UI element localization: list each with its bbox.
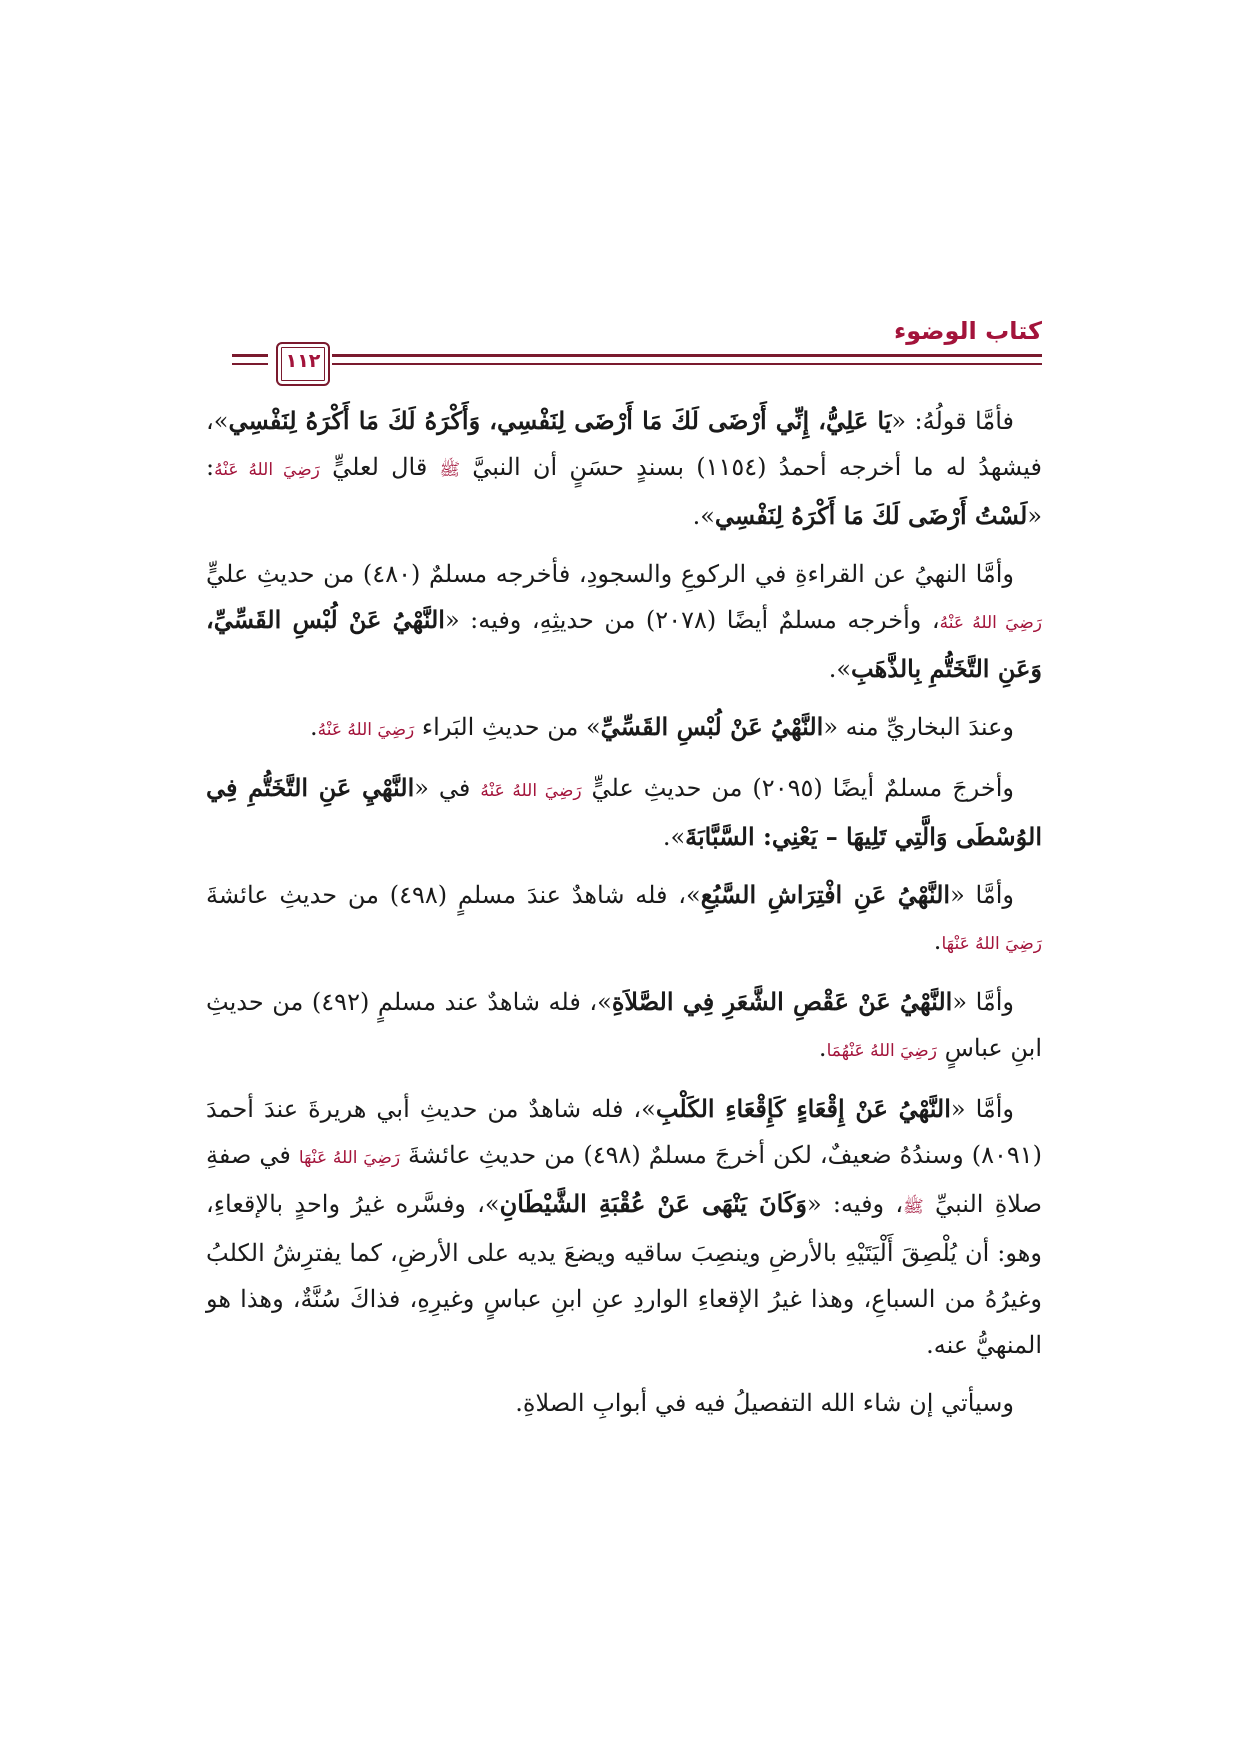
honorific-glyph: رَضِيَ اللهُ عَنْهَا [298, 1148, 401, 1168]
text-segment: فأمَّا قولُهُ: « [891, 407, 1014, 435]
text-segment: وأخرجَ مسلمٌ أيضًا (٢٠٩٥) من حديثِ عليٍّ [581, 774, 1015, 802]
header-rule-left-bottom [232, 363, 268, 365]
hadith-quote: النَّهْيِ عَنِ التَّخَتُّمِ فِي الوُسْطَى وَالَّتِي تَلِيهَا – يَعْنِي: السَّبَّابَةَ [206, 773, 1042, 851]
text-segment: . [309, 713, 318, 741]
text-segment: »، فله شاهدٌ عندَ مسلمٍ (٤٩٨) من حديثِ عائشةَ [206, 881, 701, 909]
text-segment: : « [206, 453, 1042, 530]
hadith-quote: وَكَانَ يَنْهَى عَنْ عُقْبَةِ الشَّيْطَانِ [499, 1189, 807, 1218]
honorific-glyph: رَضِيَ اللهُ عَنْهَا [941, 934, 1042, 954]
page-body [206, 398, 1042, 1438]
text-segment: وأمَّا النهيُ عن القراءةِ في الركوعِ والسجودِ، فأخرجه مسلمٌ (٤٨٠) من حديثِ عليٍّ [206, 560, 1014, 588]
honorific-glyph: رَضِيَ اللهُ عَنْهُ [480, 781, 582, 801]
page-number-frame [276, 342, 330, 386]
text-segment: وأمَّا « [950, 881, 1014, 909]
text-segment: » من حديثِ البَراء [414, 713, 601, 741]
paragraph [206, 704, 1042, 753]
text-segment: ». [828, 655, 852, 683]
text-segment: »، وفسَّره غيرُ واحدٍ بالإقعاءِ، وهو: أن يُلْصِقَ أَلْيَتَيْهِ بالأرضِ وينصِبَ ساقيه ويضعَ يديه على الأرضِ، كما يفترِشُ الكلبُ وغيرُهُ من السباعِ، وهذا غيرُ الإقعاءِ الواردِ عنِ ابنِ عباسٍ وغيرِهِ، فذاكَ سُنَّةٌ، وهذا هو المنهيُّ عنه. [206, 1190, 1043, 1359]
text-segment: . [818, 1034, 827, 1062]
text-segment: وسيأتي إن شاء الله التفصيلُ فيه في أبوابِ الصلاةِ. [515, 1389, 1014, 1417]
hadith-quote: النَّهْيُ عَنِ افْتِرَاشِ السَّبُعِ [700, 880, 951, 909]
text-segment: ». [662, 823, 686, 851]
text-segment: ». [692, 502, 715, 530]
text-segment: »، فله شاهدٌ من حديثِ أبي هريرةَ عندَ أحمدَ (٨٠٩١) وسندُهُ ضعيفٌ، لكن أخرجَ مسلمٌ (٤٩٨) من حديثِ عائشةَ [206, 1095, 1042, 1169]
text-segment: ، وفيه: « [806, 1190, 904, 1218]
text-segment: ، وأخرجه مسلمٌ أيضًا (٢٠٧٨) من حديثِهِ، وفيه: « [444, 606, 940, 634]
text-segment: »، فيشهدُ له ما أخرجه أحمدُ (١١٥٤) بسندٍ حسَنٍ أن النبيَّ [206, 407, 1043, 481]
hadith-quote: النَّهْيُ عَنْ عَقْصِ الشَّعَرِ فِي الصَّلاَةِ [611, 987, 953, 1016]
honorific-glyph: رَضِيَ اللهُ عَنْهُ [317, 720, 415, 740]
text-segment: في « [414, 774, 481, 802]
paragraph [206, 1380, 1042, 1426]
text-segment: »، فله شاهدٌ عند مسلمٍ (٤٩٢) من حديثِ ابنِ عباسٍ [206, 988, 1042, 1062]
book-title: كتاب الوضوء [893, 317, 1042, 345]
paragraph [206, 551, 1042, 692]
header-rule-bottom [332, 363, 1042, 365]
honorific-glyph: رَضِيَ اللهُ عَنْهُ [214, 460, 320, 480]
page-number: ١١٢ [285, 350, 321, 372]
page-header [232, 316, 1042, 392]
hadith-quote: النَّهْيُ عَنْ إِقْعَاءٍ كَإِقْعَاءِ الكَلْبِ [655, 1094, 951, 1123]
text-segment: وأمَّا « [950, 1095, 1014, 1123]
paragraph [206, 398, 1042, 539]
honorific-glyph: رَضِيَ اللهُ عَنْهُ [939, 613, 1042, 633]
paragraph [206, 872, 1042, 967]
text-segment: في صفةِ صلاةِ النبيِّ [206, 1141, 1042, 1218]
text-segment: وأمَّا « [952, 988, 1014, 1016]
paragraph [206, 1086, 1042, 1368]
header-rule-top [332, 354, 1042, 357]
header-rule-left-top [232, 354, 268, 357]
text-segment: قال لعليٍّ [319, 453, 440, 481]
hadith-quote: النَّهْيُ عَنْ لُبْسِ القَسِّيِّ، وَعَنِ التَّخَتُّمِ بِالذَّهَبِ [206, 605, 1042, 683]
text-segment: وعندَ البخاريِّ منه « [823, 713, 1014, 741]
hadith-quote: النَّهْيُ عَنْ لُبْسِ القَسِّيِّ [600, 712, 824, 741]
honorific-glyph: رَضِيَ اللهُ عَنْهُمَا [826, 1041, 937, 1061]
hadith-quote: يَا عَلِيُّ، إِنِّي أَرْضَى لَكَ مَا أَرْضَى لِنَفْسِي، وَأَكْرَهُ لَكَ مَا أَكْرَهُ لِنَفْسِي [228, 406, 892, 435]
paragraph [206, 979, 1042, 1074]
paragraph [206, 765, 1042, 860]
honorific-glyph: ﷺ [903, 1197, 924, 1217]
text-segment: . [933, 927, 942, 955]
hadith-quote: لَسْتُ أَرْضَى لَكَ مَا أَكْرَهُ لِنَفْسِي [714, 501, 1028, 530]
honorific-glyph: ﷺ [439, 460, 461, 480]
